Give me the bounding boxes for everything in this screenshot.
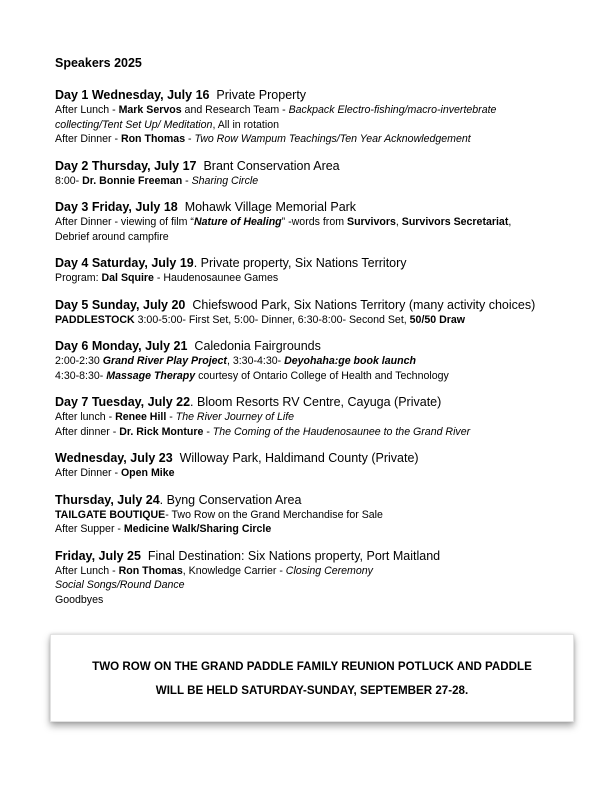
highlighted-text: Grand River Play Project (102, 355, 227, 367)
detail-text: After Supper - (55, 523, 124, 535)
day-detail-line (55, 410, 575, 425)
day-entry (55, 394, 575, 439)
detail-text: 8:00- (55, 174, 83, 187)
speaker-name: PADDLESTOCK (55, 313, 135, 326)
highlighted-text: Sharing Circle (191, 174, 259, 187)
day-location: . Bloom Resorts RV Centre, Cayuga (Private) (190, 395, 442, 409)
detail-text: 2:00-2:30 (55, 355, 103, 367)
day-date: Day 7 Tuesday, July 22 (55, 395, 191, 409)
highlighted-text: The Coming of the Haudenosaunee to the Grand River (212, 425, 471, 438)
day-entry (55, 199, 575, 244)
day-location: Final Destination: Six Nations property, Port Maitland (140, 548, 441, 563)
day-entry (55, 492, 575, 537)
day-detail-line (55, 593, 575, 608)
detail-text: After Dinner - (55, 467, 121, 479)
announcement-line-1: TWO ROW ON THE GRAND PADDLE FAMILY REUNION POTLUCK AND PADDLE (92, 660, 532, 673)
highlighted-text: Deyohaha:ge book launch (284, 355, 416, 367)
day-location: Brant Conservation Area (196, 158, 340, 173)
speaker-name: Dr. Bonnie Freeman (82, 174, 183, 187)
speaker-name: Mark Servos (118, 104, 182, 116)
detail-text: , (508, 216, 512, 228)
speaker-name: Survivors Secretariat (401, 216, 509, 228)
day-location: . Private property, Six Nations Territory (193, 256, 407, 270)
day-heading (55, 548, 575, 564)
day-date: Wednesday, July 23 (55, 451, 173, 465)
day-date: Day 5 Sunday, July 20 (55, 297, 186, 312)
day-entry (55, 87, 575, 147)
day-detail-line (55, 313, 575, 328)
day-date: Friday, July 25 (55, 548, 141, 563)
highlighted-text: The River Journey of Life (175, 411, 295, 423)
day-location: . Byng Conservation Area (159, 492, 302, 507)
day-date: Day 6 Monday, July 21 (55, 339, 188, 353)
detail-text: courtesy of Ontario College of Health and Technology (195, 369, 449, 382)
day-detail-line (55, 522, 575, 537)
highlighted-text: collecting/Tent Set Up/ Meditation (55, 118, 213, 131)
speaker-name: Renee Hill (115, 411, 167, 423)
day-heading (55, 158, 575, 174)
day-detail-line (55, 578, 575, 593)
day-entry (55, 255, 575, 286)
highlighted-text: Closing Ceremony (285, 564, 373, 577)
day-location: Caledonia Fairgrounds (187, 339, 321, 353)
speaker-name: TAILGATE BOUTIQUE (55, 508, 166, 521)
day-heading (55, 297, 575, 313)
detail-text: - (166, 411, 176, 423)
schedule-page (55, 56, 575, 618)
day-heading (55, 450, 575, 466)
highlighted-text: Social Songs/Round Dance (55, 579, 185, 591)
day-detail-line (55, 354, 575, 369)
highlighted-text: Nature of Healing (193, 216, 282, 228)
day-entry (55, 450, 575, 481)
day-location: Private Property (209, 88, 307, 102)
detail-text: , Knowledge Carrier - (182, 564, 286, 577)
speaker-name: 50/50 Draw (409, 313, 466, 326)
speaker-name: Medicine Walk/Sharing Circle (123, 523, 272, 535)
day-list (55, 87, 575, 607)
day-heading (55, 338, 575, 354)
detail-text: Goodbyes (55, 593, 104, 606)
speaker-name: Ron Thomas (118, 564, 183, 577)
day-detail-line (55, 215, 575, 230)
day-date: Day 1 Wednesday, July 16 (55, 88, 210, 102)
highlighted-text: Two Row Wampum Teachings/Ten Year Acknowledgement (194, 133, 471, 145)
detail-text: - (203, 425, 213, 438)
day-detail-line (55, 118, 575, 133)
detail-text: After Dinner - viewing of film “ (55, 216, 194, 228)
highlighted-text: Backpack Electro-fishing/macro-invertebrate (288, 104, 497, 116)
day-date: Day 4 Saturday, July 19 (55, 256, 194, 270)
speaker-name: Dal Squire (101, 272, 154, 284)
day-detail-line (55, 132, 575, 147)
detail-text: After dinner - (55, 425, 120, 438)
announcement-line-2: WILL BE HELD SATURDAY-SUNDAY, SEPTEMBER 27-28. (155, 684, 469, 697)
detail-text: Program: (55, 272, 102, 284)
highlighted-text: Massage Therapy (106, 369, 196, 382)
speaker-name: Open Mike (120, 467, 175, 479)
speaker-name: Ron Thomas (120, 133, 186, 145)
detail-text: - Two Row on the Grand Merchandise for Sale (165, 508, 383, 521)
day-detail-line (55, 271, 575, 286)
detail-text: After Dinner - (55, 133, 121, 145)
day-detail-line (55, 466, 575, 481)
day-heading (55, 199, 575, 215)
day-detail-line (55, 508, 575, 523)
detail-text: - (185, 133, 195, 145)
day-location: Willoway Park, Haldimand County (Private) (172, 451, 419, 465)
detail-text: Debrief around campfire (55, 230, 169, 243)
detail-text: , 3:30-4:30- (226, 355, 285, 367)
day-heading (55, 394, 575, 410)
day-entry (55, 158, 575, 189)
day-heading (55, 87, 575, 103)
day-detail-line (55, 564, 575, 579)
detail-text: After lunch - (55, 411, 116, 423)
day-detail-line (55, 230, 575, 245)
day-entry (55, 548, 575, 608)
day-detail-line (55, 103, 575, 118)
speaker-name: Dr. Rick Monture (119, 425, 204, 438)
detail-text: After Lunch - (55, 564, 119, 577)
reunion-announcement-box (50, 634, 574, 722)
day-location: Chiefswood Park, Six Nations Territory (many activity choices) (185, 297, 536, 312)
speaker-name: Survivors (347, 216, 396, 228)
detail-text: , (395, 216, 402, 228)
day-entry (55, 338, 575, 383)
day-location: Mohawk Village Memorial Park (177, 200, 357, 214)
day-entry (55, 297, 575, 328)
detail-text: , All in rotation (212, 118, 279, 131)
detail-text: 3:00-5:00- First Set, 5:00- Dinner, 6:30-8:00- Second Set, (134, 313, 410, 326)
day-date: Day 2 Thursday, July 17 (55, 158, 197, 173)
day-date: Day 3 Friday, July 18 (55, 200, 178, 214)
detail-text: - (182, 174, 192, 187)
day-detail-line (55, 174, 575, 189)
day-detail-line (55, 369, 575, 384)
day-heading (55, 255, 575, 271)
day-date: Thursday, July 24 (55, 492, 160, 507)
day-detail-line (55, 425, 575, 440)
page-title: Speakers 2025 (55, 56, 142, 70)
detail-text: - Haudenosaunee Games (153, 272, 279, 284)
detail-text: ” -words from (281, 216, 347, 228)
detail-text: and Research Team - (181, 104, 289, 116)
day-heading (55, 492, 575, 508)
detail-text: 4:30-8:30- (55, 369, 107, 382)
detail-text: After Lunch - (55, 104, 119, 116)
